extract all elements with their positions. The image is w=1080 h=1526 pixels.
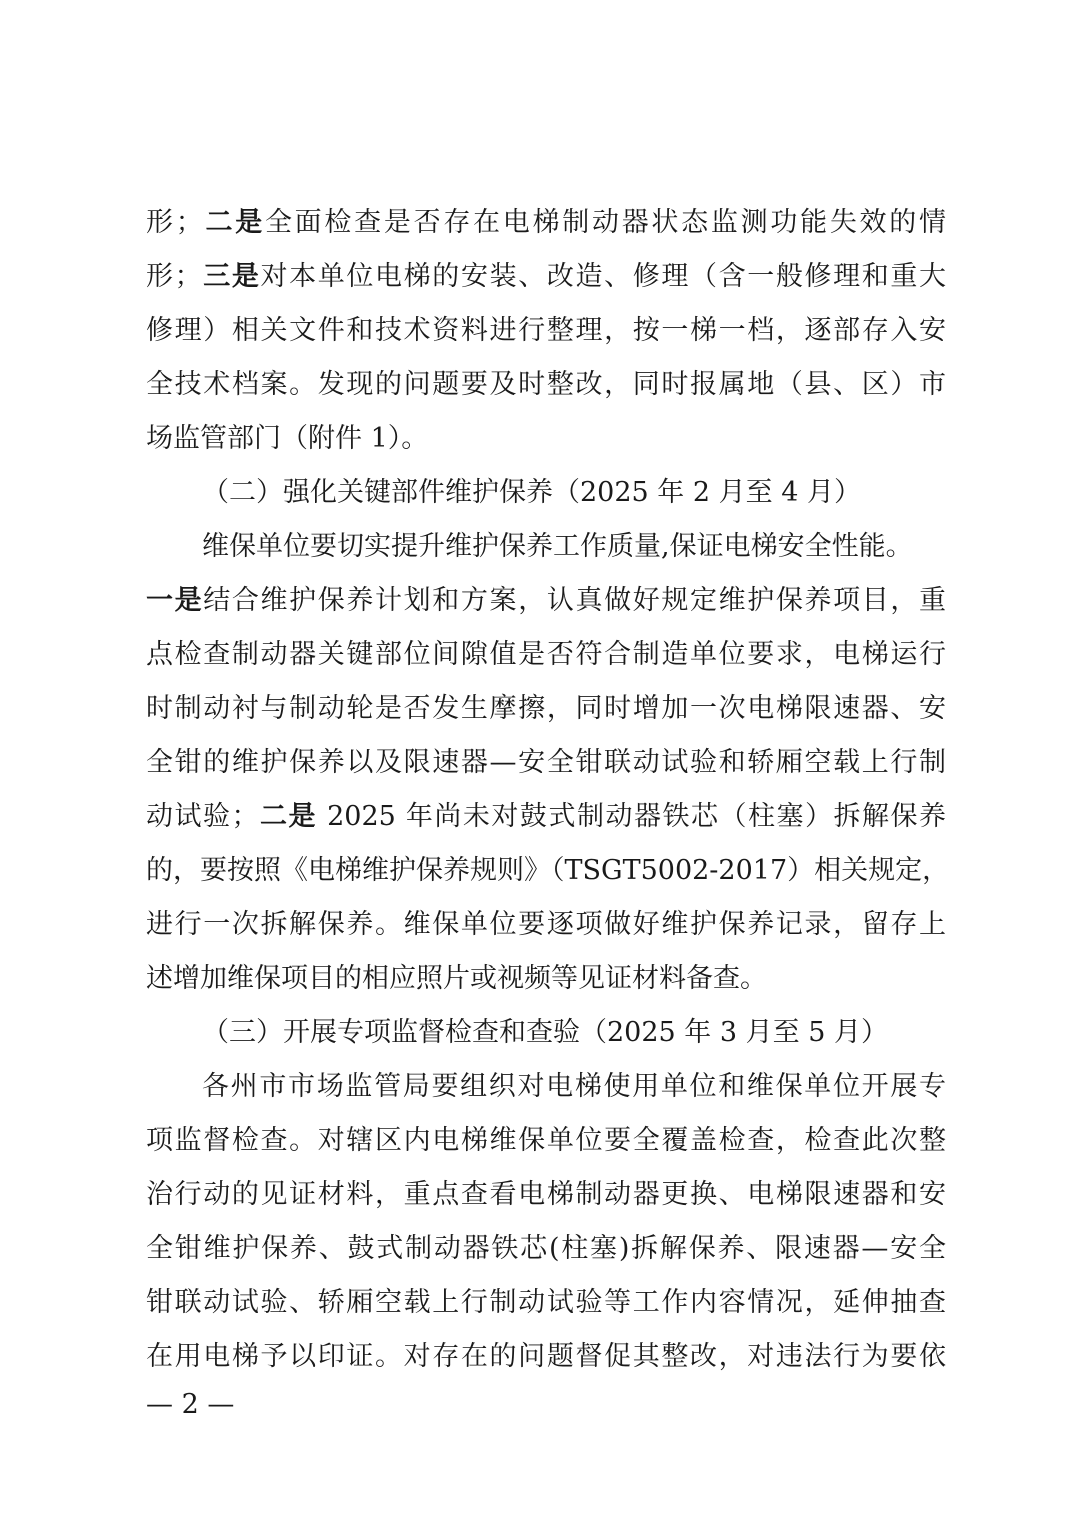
body-text-segment: 结合维护保养计划和方案，认真做好规定维护保养项目，重 <box>203 585 947 616</box>
page-number: — 2 — <box>146 1389 235 1420</box>
section-heading-2: （二）强化关键部件维护保养（2025 年 2 月至 4 月） <box>202 477 861 508</box>
body-text-segment: 形； <box>146 207 203 238</box>
bold-lead-text: 一是 <box>146 585 204 616</box>
body-text-segment: 形； <box>146 261 202 292</box>
para2-line8: 进行一次拆解保养。维保单位要逐项做好维护保养记录，留存上 <box>146 909 946 940</box>
para3-line6: 在用电梯予以印证。对存在的问题督促其整改，对违法行为要依 <box>146 1341 946 1372</box>
body-text-segment: 2025 年尚未对鼓式制动器铁芯（柱塞）拆解保养 <box>317 801 946 832</box>
bold-lead-text: 二是 <box>258 801 318 832</box>
bold-lead-text: 二是 <box>202 207 265 238</box>
para1-line5: 场监管部门（附件 1）。 <box>146 423 429 454</box>
para2-line5: 全钳的维护保养以及限速器—安全钳联动试验和轿厢空载上行制 <box>146 747 946 778</box>
para1-line3: 修理）相关文件和技术资料进行整理，按一梯一档，逐部存入安 <box>146 315 946 346</box>
para1-line2 <box>146 250 946 304</box>
para2-line7: 的，要按照《电梯维护保养规则》（TSGT5002-2017）相关规定， <box>146 855 950 886</box>
body-text-segment: 动试验； <box>146 801 259 832</box>
para3-line4: 全钳维护保养、鼓式制动器铁芯(柱塞)拆解保养、限速器—安全 <box>146 1233 946 1264</box>
para3-line3: 治行动的见证材料，重点查看电梯制动器更换、电梯限速器和安 <box>146 1179 946 1210</box>
bold-lead-text: 三是 <box>201 261 261 292</box>
section-heading-3: （三）开展专项监督检查和查验（2025 年 3 月至 5 月） <box>202 1017 888 1048</box>
para2-line6 <box>146 790 946 844</box>
para3-line2: 项监督检查。对辖区内电梯维保单位要全覆盖检查，检查此次整 <box>146 1125 946 1156</box>
body-text-segment: 对本单位电梯的安装、改造、修理（含一般修理和重大 <box>260 261 947 292</box>
para1-line1 <box>146 196 946 250</box>
body-text-segment: 全面检查是否存在电梯制动器状态监测功能失效的情 <box>264 207 947 238</box>
para2-line2 <box>146 574 946 628</box>
para2-line3: 点检查制动器关键部位间隙值是否符合制造单位要求，电梯运行 <box>146 639 946 670</box>
para3-line1: 各州市市场监管局要组织对电梯使用单位和维保单位开展专 <box>202 1071 946 1102</box>
para1-line4: 全技术档案。发现的问题要及时整改，同时报属地（县、区）市 <box>146 369 946 400</box>
para2-line9: 述增加维保项目的相应照片或视频等见证材料备查。 <box>146 963 767 994</box>
para3-line5: 钳联动试验、轿厢空载上行制动试验等工作内容情况，延伸抽查 <box>146 1287 946 1318</box>
document-body <box>146 196 950 1384</box>
para2-line1: 维保单位要切实提升维护保养工作质量,保证电梯安全性能。 <box>202 531 913 562</box>
para2-line4: 时制动衬与制动轮是否发生摩擦，同时增加一次电梯限速器、安 <box>146 693 946 724</box>
